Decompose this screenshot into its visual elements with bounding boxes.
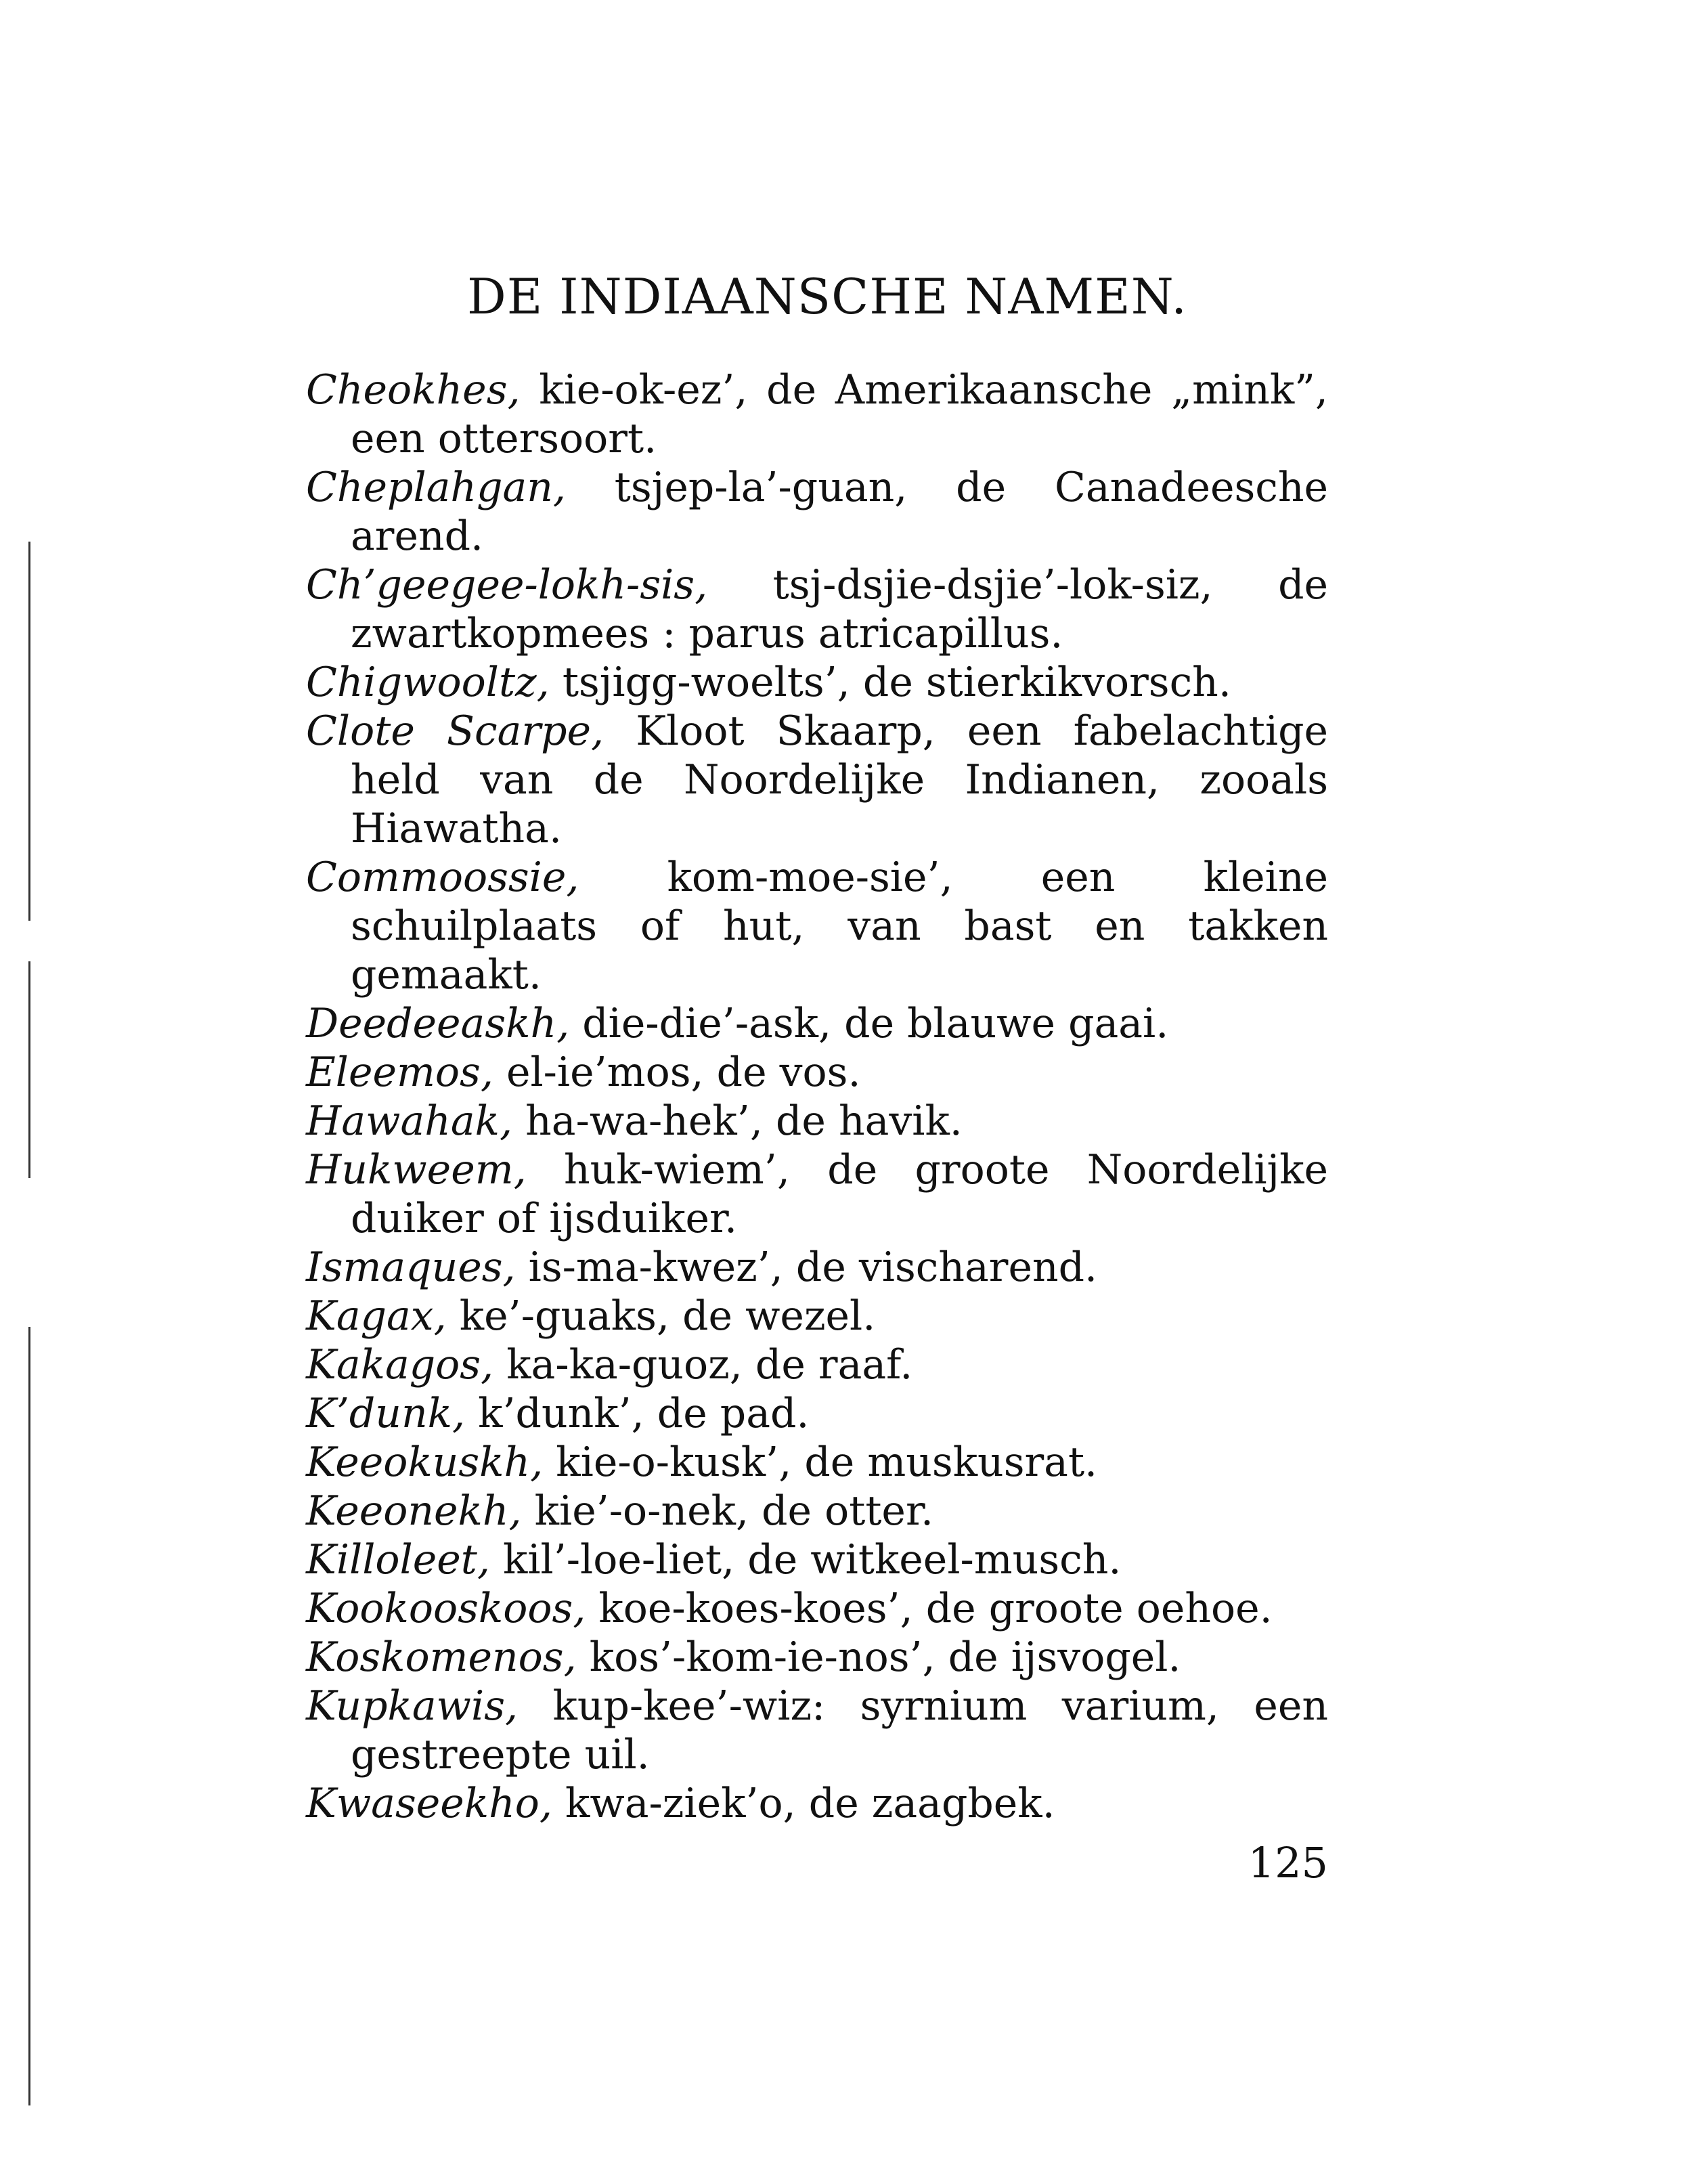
glossary-entry [306, 366, 1328, 463]
page-number: 125 [1248, 1838, 1328, 1887]
page-title: DE INDIAANSCHE NAMEN. [467, 268, 1187, 325]
entry-definition: kwa-ziek’o, de zaagbek. [552, 1780, 1055, 1827]
entry-definition: tsjep-la’-guan, de Canadeesche arend. [351, 464, 1328, 560]
glossary-entry [306, 1292, 1328, 1340]
entry-definition: Kloot Skaarp, een fabelachtige held van de Noordelijke Indianen, zooals Hiawatha. [351, 707, 1328, 852]
glossary-list [306, 366, 1328, 1828]
glossary-entry [306, 1097, 1328, 1145]
entry-term: Deedeeaskh, [306, 1000, 570, 1047]
glossary-entry [306, 1682, 1328, 1779]
entry-term: Cheokhes, [306, 366, 521, 414]
entry-term: Eleemos, [306, 1049, 493, 1096]
entry-definition: ka-ka-guoz, de raaf. [493, 1341, 913, 1389]
entry-definition: tsjigg-woelts’, de stierkikvorsch. [549, 659, 1231, 706]
glossary-entry [306, 1438, 1328, 1487]
entry-term: Clote Scarpe, [306, 707, 604, 755]
entry-term: Killoleet, [306, 1536, 490, 1584]
entry-definition: kie’-o-nek, de otter. [521, 1487, 934, 1535]
entry-term: Koskomenos, [306, 1634, 577, 1681]
entry-definition: k’dunk’, de pad. [465, 1390, 810, 1437]
entry-term: Chigwooltz, [306, 659, 550, 706]
entry-term: Hawahak, [306, 1097, 513, 1145]
entry-term: Hukweem, [306, 1146, 527, 1194]
entry-definition: die-die’-ask, de blauwe gaai. [569, 1000, 1169, 1047]
entry-definition: koe-koes-koes’, de groote oehoe. [586, 1585, 1273, 1632]
entry-term: Kupkawis, [306, 1682, 519, 1730]
glossary-entry [306, 1243, 1328, 1292]
entry-term: Kakagos, [306, 1341, 494, 1389]
entry-term: Commoossie, [306, 854, 579, 901]
glossary-entry [306, 1487, 1328, 1535]
entry-term: Cheplahgan, [306, 464, 566, 511]
entry-definition: tsj-dsjie-dsjie’-lok-siz, de zwartkopmees : parus atricapillus. [351, 561, 1328, 657]
entry-definition: el-ie’mos, de vos. [493, 1049, 861, 1096]
entry-definition: ke’-guaks, de wezel. [446, 1292, 876, 1340]
entry-definition: kup-kee’-wiz: syrnium varium, een gestreepte uil. [351, 1682, 1328, 1778]
glossary-entry [306, 561, 1328, 658]
scan-margin-line [28, 542, 30, 921]
glossary-entry [306, 1633, 1328, 1682]
glossary-entry [306, 707, 1328, 853]
entry-definition: huk-wiem’, de groote Noordelijke duiker of ijsduiker. [351, 1146, 1328, 1242]
glossary-entry [306, 1779, 1328, 1828]
entry-definition: kil’-loe-liet, de witkeel-musch. [489, 1536, 1122, 1584]
scan-margin-line [28, 1327, 30, 2105]
glossary-entry [306, 1584, 1328, 1633]
entry-term: Kookooskoos, [306, 1585, 586, 1632]
entry-definition: kie-ok-ez’, de Amerikaansche „mink”, een ottersoort. [351, 366, 1328, 462]
entry-term: Ch’geegee-lokh-sis, [306, 561, 708, 609]
entry-term: Kagax, [306, 1292, 447, 1340]
glossary-entry [306, 463, 1328, 561]
entry-term: Keeonekh, [306, 1487, 522, 1535]
glossary-entry [306, 1340, 1328, 1389]
glossary-entry [306, 853, 1328, 999]
glossary-entry [306, 999, 1328, 1048]
entry-term: Ismaques, [306, 1244, 516, 1291]
entry-definition: kom-moe-sie’, een kleine schuilplaats of hut, van bast en takken gemaakt. [351, 854, 1328, 999]
entry-definition: ha-wa-hek’, de havik. [512, 1097, 963, 1145]
glossary-entry [306, 658, 1328, 707]
entry-term: K’dunk, [306, 1390, 466, 1437]
entry-term: Kwaseekho, [306, 1780, 552, 1827]
glossary-entry [306, 1048, 1328, 1097]
glossary-entry [306, 1535, 1328, 1584]
glossary-entry [306, 1145, 1328, 1243]
glossary-entry [306, 1389, 1328, 1438]
entry-definition: kos’-kom-ie-nos’, de ijsvogel. [576, 1634, 1181, 1681]
entry-definition: is-ma-kwez’, de vischarend. [515, 1244, 1098, 1291]
scan-margin-line [28, 961, 30, 1178]
entry-definition: kie-o-kusk’, de muskusrat. [543, 1439, 1098, 1486]
entry-term: Keeokuskh, [306, 1439, 544, 1486]
